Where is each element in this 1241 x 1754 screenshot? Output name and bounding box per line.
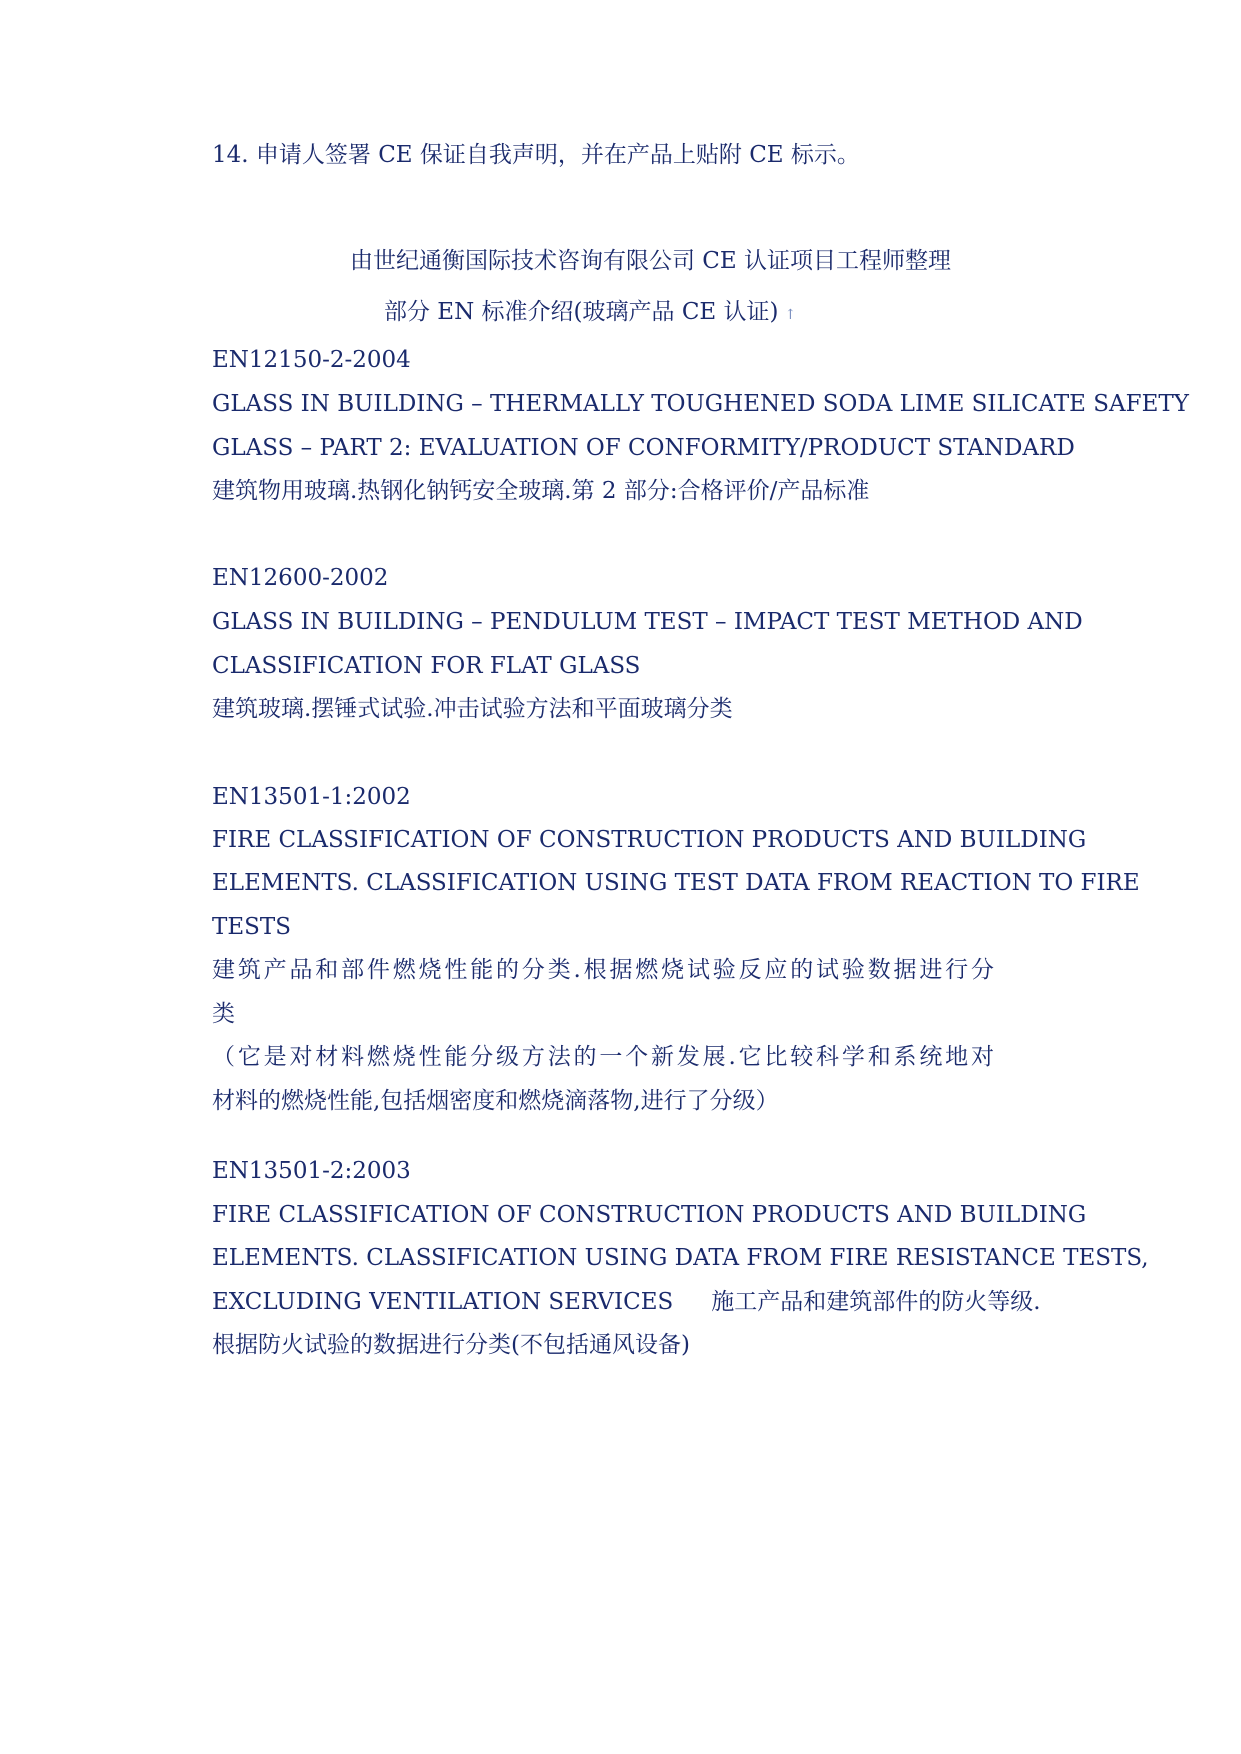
standard-title-zh: 施工产品和建筑部件的防火等级. <box>711 1289 1041 1315</box>
standard-title-mixed <box>212 1287 1041 1317</box>
standard-note: （它是对材料燃烧性能分级方法的一个新发展.它比较科学和系统地对 <box>212 1044 994 1070</box>
standard-title-zh: 根据防火试验的数据进行分类(不包括通风设备) <box>212 1332 690 1358</box>
standard-title-en: EXCLUDING VENTILATION SERVICES <box>212 1289 674 1315</box>
standard-note: 材料的燃烧性能,包括烟密度和燃烧滴落物,进行了分级） <box>212 1088 779 1114</box>
standard-title-en: GLASS IN BUILDING – PENDULUM TEST – IMPACT TEST METHOD AND <box>212 609 1083 635</box>
standard-title-en: FIRE CLASSIFICATION OF CONSTRUCTION PRODUCTS AND BUILDING <box>212 1202 1087 1228</box>
arrow-up-icon: ↑ <box>784 307 797 323</box>
standard-code: EN13501-2:2003 <box>212 1158 411 1184</box>
item-14-text: 14. 申请人签署 CE 保证自我声明，并在产品上贴附 CE 标示。 <box>212 142 860 168</box>
standard-code: EN12600-2002 <box>212 565 389 591</box>
standard-title-en: GLASS – PART 2: EVALUATION OF CONFORMITY/PRODUCT STANDARD <box>212 435 1075 461</box>
section-subtitle-text: 部分 EN 标准介绍(玻璃产品 CE 认证) <box>384 299 779 325</box>
standard-title-en: ELEMENTS. CLASSIFICATION USING DATA FROM FIRE RESISTANCE TESTS, <box>212 1245 1149 1271</box>
standard-title-en: TESTS <box>212 914 291 940</box>
standard-title-en: FIRE CLASSIFICATION OF CONSTRUCTION PRODUCTS AND BUILDING <box>212 827 1087 853</box>
standard-code: EN12150-2-2004 <box>212 347 411 373</box>
standard-title-en: GLASS IN BUILDING – THERMALLY TOUGHENED SODA LIME SILICATE SAFETY <box>212 391 1189 417</box>
standard-title-zh: 类 <box>212 1001 235 1027</box>
credit-line: 由世纪通衡国际技术咨询有限公司 CE 认证项目工程师整理 <box>350 248 952 274</box>
section-subtitle <box>384 297 984 330</box>
standard-title-zh: 建筑产品和部件燃烧性能的分类.根据燃烧试验反应的试验数据进行分 <box>212 957 994 983</box>
standard-title-en: ELEMENTS. CLASSIFICATION USING TEST DATA FROM REACTION TO FIRE <box>212 870 1140 896</box>
standard-title-zh: 建筑物用玻璃.热钢化钠钙安全玻璃.第 2 部分:合格评价/产品标准 <box>212 478 870 504</box>
standard-code: EN13501-1:2002 <box>212 784 411 810</box>
standard-title-zh: 建筑玻璃.摆锤式试验.冲击试验方法和平面玻璃分类 <box>212 696 733 722</box>
standard-title-en: CLASSIFICATION FOR FLAT GLASS <box>212 653 641 679</box>
